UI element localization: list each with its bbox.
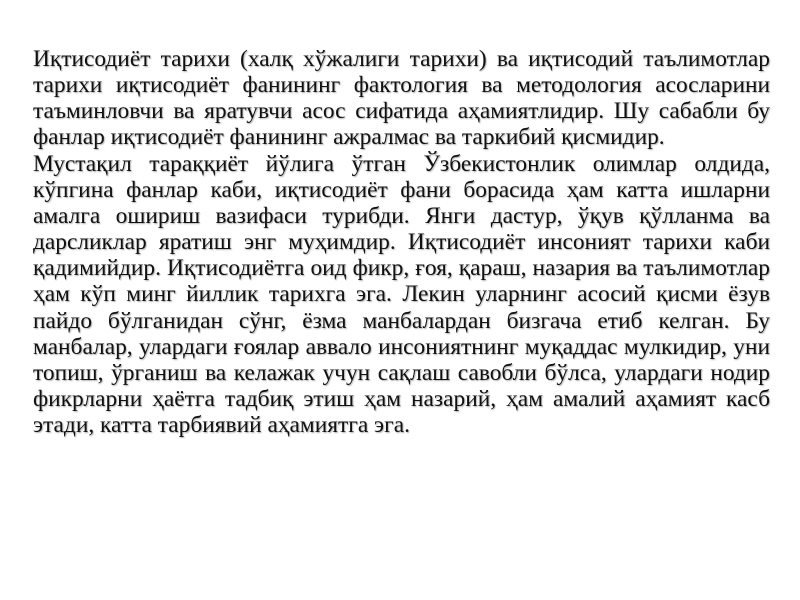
text-body <box>33 46 770 438</box>
paragraph-economics-history: Иқтисодиёт тарихи (халқ хўжалиги тарихи) ва иқтисодий таълимотлар тарихи иқтисодиёт фанининг фактология ва методология асосларини таъминловчи ва яратувчи асос сифатида аҳамиятлидир. Шу сабабли бу фанлар иқтисодиёт фанининг ажралмас ва таркибий қисмидир. <box>33 46 770 151</box>
paragraph-independent-development: Мустақил тараққиёт йўлига ўтган Ўзбекистонлик олимлар олдида, кўпгина фанлар каби, иқтисодиёт фани борасида ҳам катта ишларни амалга ошириш вазифаси турибди. Янги дастур, ўқув қўлланма ва дарсликлар яратиш энг муҳимдир. Иқтисодиёт инсоният тарихи каби қадимийдир. Иқтисодиётга оид фикр, ғоя, қараш, назария ва таълимотлар ҳам кўп минг йиллик тарихга эга. Лекин уларнинг асосий қисми ёзув пайдо бўлганидан сўнг, ёзма манбалардан бизгача етиб келган. Бу манбалар, улардаги ғоялар аввало инсониятнинг муқаддас мулкидир, уни топиш, ўрганиш ва келажак учун сақлаш савобли бўлса, улардаги нодир фикрларни ҳаётга тадбиқ этиш ҳам назарий, ҳам амалий аҳамият касб этади, катта тарбиявий аҳамиятга эга. <box>33 150 770 439</box>
